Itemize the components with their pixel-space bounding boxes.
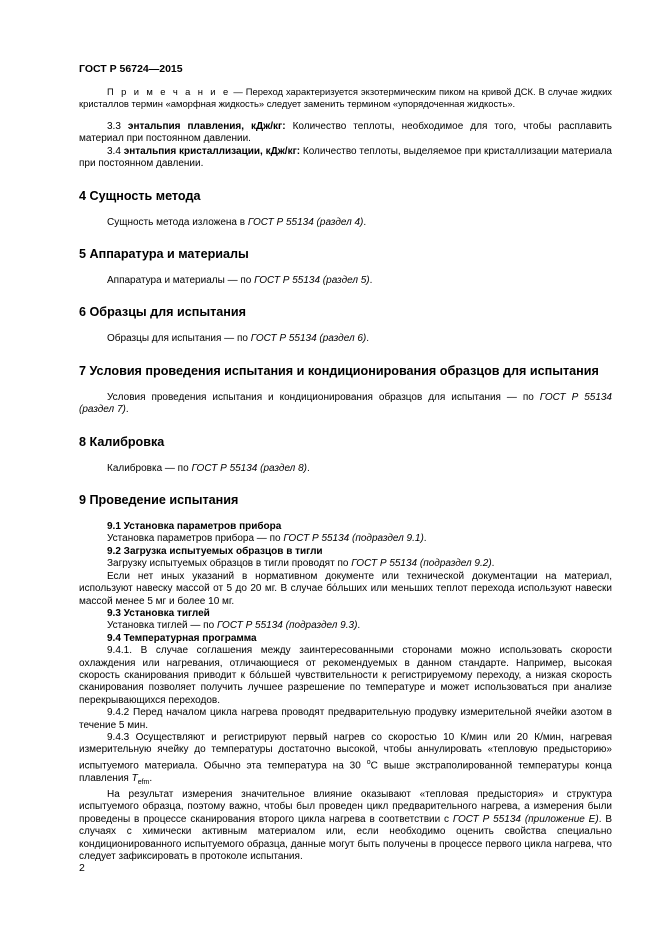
section-7-text <box>79 392 612 417</box>
paragraph-9-4-3 <box>79 732 612 789</box>
section-4-title: 4 Сущность метода <box>79 188 201 203</box>
standard-reference: ГОСТ Р 55134 (раздел 8) <box>191 462 307 474</box>
definition-3-3 <box>79 121 612 146</box>
standard-reference: ГОСТ Р 55134 (подраздел 9.2) <box>351 558 492 570</box>
temperature-subscript: efm <box>137 778 150 786</box>
body-text: С выше экстраполированной температуры конца плавления <box>79 760 612 784</box>
body-text: Загрузку испытуемых образцов в тигли проводят по <box>107 558 352 570</box>
subsection-9-4-title: 9.4 Температурная программа <box>107 632 257 644</box>
section-8-text <box>79 463 612 475</box>
section-9-title: 9 Проведение испытания <box>79 493 239 508</box>
page-number: 2 <box>79 862 85 874</box>
section-8-title: 8 Калибровка <box>79 434 165 449</box>
section-5-title: 5 Аппаратура и материалы <box>79 247 249 262</box>
definition-3-4 <box>79 146 612 171</box>
body-text: Установка тиглей — по <box>107 620 217 632</box>
note-label: П р и м е ч а н и е <box>107 86 231 97</box>
body-text: Сущность метода изложена в <box>107 216 248 228</box>
body-text: . <box>357 620 361 632</box>
document-header: ГОСТ Р 56724—2015 <box>79 63 183 75</box>
body-text: . <box>307 462 310 474</box>
subsection-9-2-text-2: Если нет иных указаний в нормативном документе или технической документации на материал, используют навеску массой от 5 до 20 мг. В случае бόльших или меньших теплот перехода используют навески массой менее 5 мг и более 10 мг. <box>79 570 612 607</box>
definition-term: энтальпия плавления, кДж/кг: <box>127 121 286 132</box>
definition-text: Количество теплоты, необходимое для того, чтобы расплавить материал при постоянном давлении. <box>79 121 613 145</box>
section-4-text <box>79 217 612 229</box>
section-5-text <box>79 275 612 287</box>
definition-number: 3.3 <box>107 121 128 132</box>
paragraph-heating-history <box>79 789 612 863</box>
paragraph-9-4-1: 9.4.1. В случае соглашения между заинтересованными сторонами можно использовать скорости охлаждения или нагревания, отличающиеся от рекомендуемых в данном стандарте. Например, высокая скорость сканирования приводит к бóльшей чувствительности к регистрируемому переходу, а низкая скорость сканирования позволяет получить лучшее разрешение по температуре и может использоваться при анализе перекрывающихся переходов. <box>79 645 612 706</box>
standard-reference: ГОСТ Р 55134 (раздел 4) <box>247 216 364 228</box>
document-body <box>79 86 612 863</box>
body-text: . <box>125 404 129 416</box>
note-text: — Переход характеризуется экзотермическим пиком на кривой ДСК. В случае жидких кристаллов термин «аморфная жидкость» следует заменить термином «упорядоченная жидкость». <box>79 86 612 109</box>
body-text: . <box>369 275 373 287</box>
body-text: . <box>366 333 370 345</box>
body-text: Образцы для испытания — по <box>107 333 251 345</box>
section-6-text <box>79 333 612 345</box>
standard-reference: ГОСТ Р 55134 (раздел 6) <box>250 333 367 345</box>
body-text: Калибровка — по <box>107 462 192 474</box>
subsection-9-2-title: 9.2 Загрузка испытуемых образцов в тигли <box>107 545 323 557</box>
body-text: 9.4.3 Осуществляют и регистрируют первый нагрев со скоростью 10 К/мин или 20 К/мин, нагревая измерительную ячейку до температуры достаточно высокой, чтобы аннулировать «тепловую предысторию» испытуемого материала. Обычно эта температура на 30 <box>79 731 612 772</box>
body-text: . <box>491 558 495 570</box>
subsection-9-2-text <box>79 558 612 570</box>
section-7-title: 7 Условия проведения испытания и кондиционирования образцов для испытания <box>79 363 599 378</box>
section-6-title: 6 Образцы для испытания <box>79 305 247 320</box>
definition-number: 3.4 <box>107 145 124 157</box>
subsection-9-1-text <box>79 533 612 545</box>
body-text: . <box>149 772 153 784</box>
paragraph-9-4-2: 9.4.2 Перед началом цикла нагрева проводят предварительную продувку измерительной ячейки азотом в течение 5 мин. <box>79 707 612 731</box>
note-paragraph <box>79 86 612 110</box>
subsection-9-3-text <box>79 620 612 632</box>
body-text: . <box>363 216 367 228</box>
degree-sign: o <box>366 758 371 766</box>
standard-reference: ГОСТ Р 55134 (подраздел 9.3) <box>216 620 358 632</box>
standard-reference: ГОСТ Р 55134 (приложение Е) <box>452 813 599 825</box>
body-text: На результат измерения значительное влияние оказывают «тепловая предыстория» и структура испытуемого образца, поэтому важно, чтобы был проведен цикл предварительного нагрева, а измерения были проведены в процессе сканирования второго цикла нагрева в соответствии с <box>79 788 612 825</box>
subsection-9-3-title: 9.3 Установка тиглей <box>107 607 210 619</box>
temperature-symbol: T <box>131 772 138 784</box>
standard-reference: ГОСТ Р 55134 (раздел 7) <box>79 391 612 416</box>
body-text: Установка параметров прибора — по <box>107 533 284 545</box>
body-text: Условия проведения испытания и кондиционирования образцов для испытания — по <box>107 391 540 403</box>
definition-term: энтальпия кристаллизации, кДж/кг: <box>123 145 301 157</box>
body-text: . <box>423 533 427 545</box>
body-text: Аппаратура и материалы — по <box>107 275 255 287</box>
standard-reference: ГОСТ Р 55134 (подраздел 9.1) <box>283 533 424 545</box>
body-text: . В случаях с химически активным материалом или, если необходимо оценить свойства специально кондиционированного испытуемого образца, данные могут быть получены в процессе первого цикла нагрева, что следует зафиксировать в протоколе испытания. <box>79 813 612 862</box>
definition-text: Количество теплоты, выделяемое при кристаллизации материала при постоянном давлении. <box>79 145 612 170</box>
standard-reference: ГОСТ Р 55134 (раздел 5) <box>254 275 370 287</box>
subsection-9-1-title: 9.1 Установка параметров прибора <box>107 521 282 533</box>
